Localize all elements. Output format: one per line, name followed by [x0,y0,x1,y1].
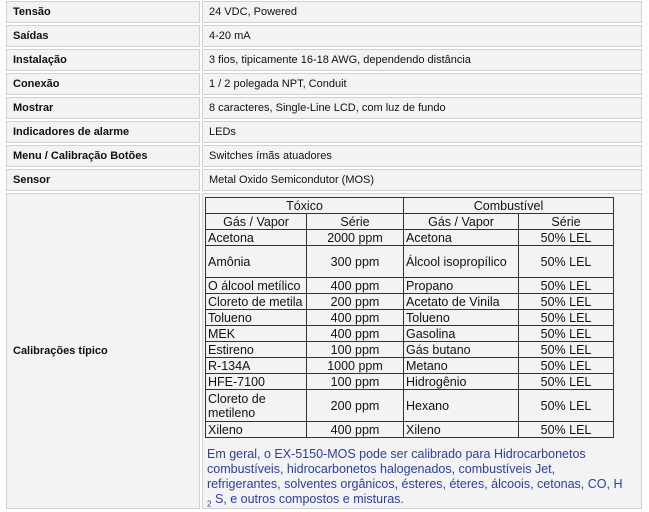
toxic-serie: 400 ppm [307,422,404,438]
spec-value: 4-20 mA [202,25,642,47]
toxic-serie: 100 ppm [307,342,404,358]
spec-label: Saídas [6,25,200,47]
spec-table [6,1,642,509]
toxic-serie: 400 ppm [307,278,404,294]
toxic-gas: MEK [206,326,307,342]
calibration-note [207,447,627,512]
combustible-serie: 50% LEL [519,326,614,342]
combustible-gas: Acetato de Vinila [404,294,519,310]
calibration-row [206,326,614,342]
spec-value: Switches ímãs atuadores [202,145,642,167]
combustible-header: Combustível [404,198,614,214]
spec-row [6,73,642,95]
calibration-row [206,246,614,278]
calibration-row [206,294,614,310]
combustible-serie: 50% LEL [519,278,614,294]
toxic-gas: Acetona [206,230,307,246]
toxic-serie: 100 ppm [307,374,404,390]
combustible-gas: Hidrogênio [404,374,519,390]
spec-label: Mostrar [6,97,200,119]
calibration-row [206,374,614,390]
calibration-table [205,197,614,438]
spec-row-calibrations [6,193,642,509]
col-gas-combustible: Gás / Vapor [404,214,519,230]
spec-row [6,25,642,47]
spec-label: Menu / Calibração Botões [6,145,200,167]
spec-value: 8 caracteres, Single-Line LCD, com luz de fundo [202,97,642,119]
combustible-serie: 50% LEL [519,358,614,374]
calibration-row [206,310,614,326]
spec-value: 1 / 2 polegada NPT, Conduit [202,73,642,95]
toxic-serie: 2000 ppm [307,230,404,246]
combustible-gas: Gás butano [404,342,519,358]
calibration-group-header [206,198,614,214]
spec-row [6,121,642,143]
calibration-column-header [206,214,614,230]
spec-row [6,49,642,71]
toxic-serie: 400 ppm [307,326,404,342]
combustible-gas: Hexano [404,390,519,422]
combustible-serie: 50% LEL [519,374,614,390]
note-text: Em geral, o EX-5150-MOS pode ser calibrado para Hidrocarbonetos combustíveis, hidrocarbonetos halogenados, combustíveis Jet, refrigerantes, solventes orgânicos, ésteres, éteres, álcoois, cetonas, CO, H [207,447,623,491]
calibration-row [206,230,614,246]
toxic-serie: 400 ppm [307,310,404,326]
toxic-serie: 200 ppm [307,390,404,422]
col-gas-toxic: Gás / Vapor [206,214,307,230]
combustible-serie: 50% LEL [519,310,614,326]
toxic-gas: Tolueno [206,310,307,326]
combustible-serie: 50% LEL [519,422,614,438]
combustible-serie: 50% LEL [519,342,614,358]
calibrations-cell [202,193,642,509]
spec-value: 3 fios, tipicamente 16-18 AWG, dependendo distância [202,49,642,71]
note-text-end: S, e outros compostos e misturas. [214,492,404,506]
toxic-serie: 200 ppm [307,294,404,310]
toxic-header: Tóxico [206,198,404,214]
combustible-gas: Propano [404,278,519,294]
toxic-gas: Amônia [206,246,307,278]
note-subscript: 2 [207,499,212,509]
toxic-gas: Xileno [206,422,307,438]
spec-label: Instalação [6,49,200,71]
combustible-gas: Xileno [404,422,519,438]
col-serie-toxic: Série [307,214,404,230]
spec-label: Indicadores de alarme [6,121,200,143]
calibration-row [206,342,614,358]
combustible-serie: 50% LEL [519,294,614,310]
col-serie-combustible: Série [519,214,614,230]
toxic-gas: Estireno [206,342,307,358]
toxic-serie: 300 ppm [307,246,404,278]
combustible-gas: Metano [404,358,519,374]
calibration-row [206,422,614,438]
combustible-serie: 50% LEL [519,390,614,422]
toxic-gas: Cloreto de metila [206,294,307,310]
calibration-row [206,278,614,294]
spec-value: 24 VDC, Powered [202,1,642,23]
combustible-gas: Acetona [404,230,519,246]
toxic-gas: O álcool metílico [206,278,307,294]
spec-row [6,97,642,119]
combustible-gas: Gasolina [404,326,519,342]
spec-value: Metal Oxido Semicondutor (MOS) [202,169,642,191]
combustible-serie: 50% LEL [519,230,614,246]
spec-label: Calibrações típico [6,193,200,509]
spec-row [6,1,642,23]
toxic-gas: R-134A [206,358,307,374]
spec-label: Conexão [6,73,200,95]
combustible-gas: Tolueno [404,310,519,326]
toxic-gas: HFE-7100 [206,374,307,390]
spec-value: LEDs [202,121,642,143]
calibration-row [206,390,614,422]
calibration-row [206,358,614,374]
spec-label: Sensor [6,169,200,191]
combustible-serie: 50% LEL [519,246,614,278]
toxic-serie: 1000 ppm [307,358,404,374]
combustible-gas: Álcool isopropílico [404,246,519,278]
toxic-gas: Cloreto de metileno [206,390,307,422]
spec-row [6,169,642,191]
spec-row [6,145,642,167]
spec-label: Tensão [6,1,200,23]
